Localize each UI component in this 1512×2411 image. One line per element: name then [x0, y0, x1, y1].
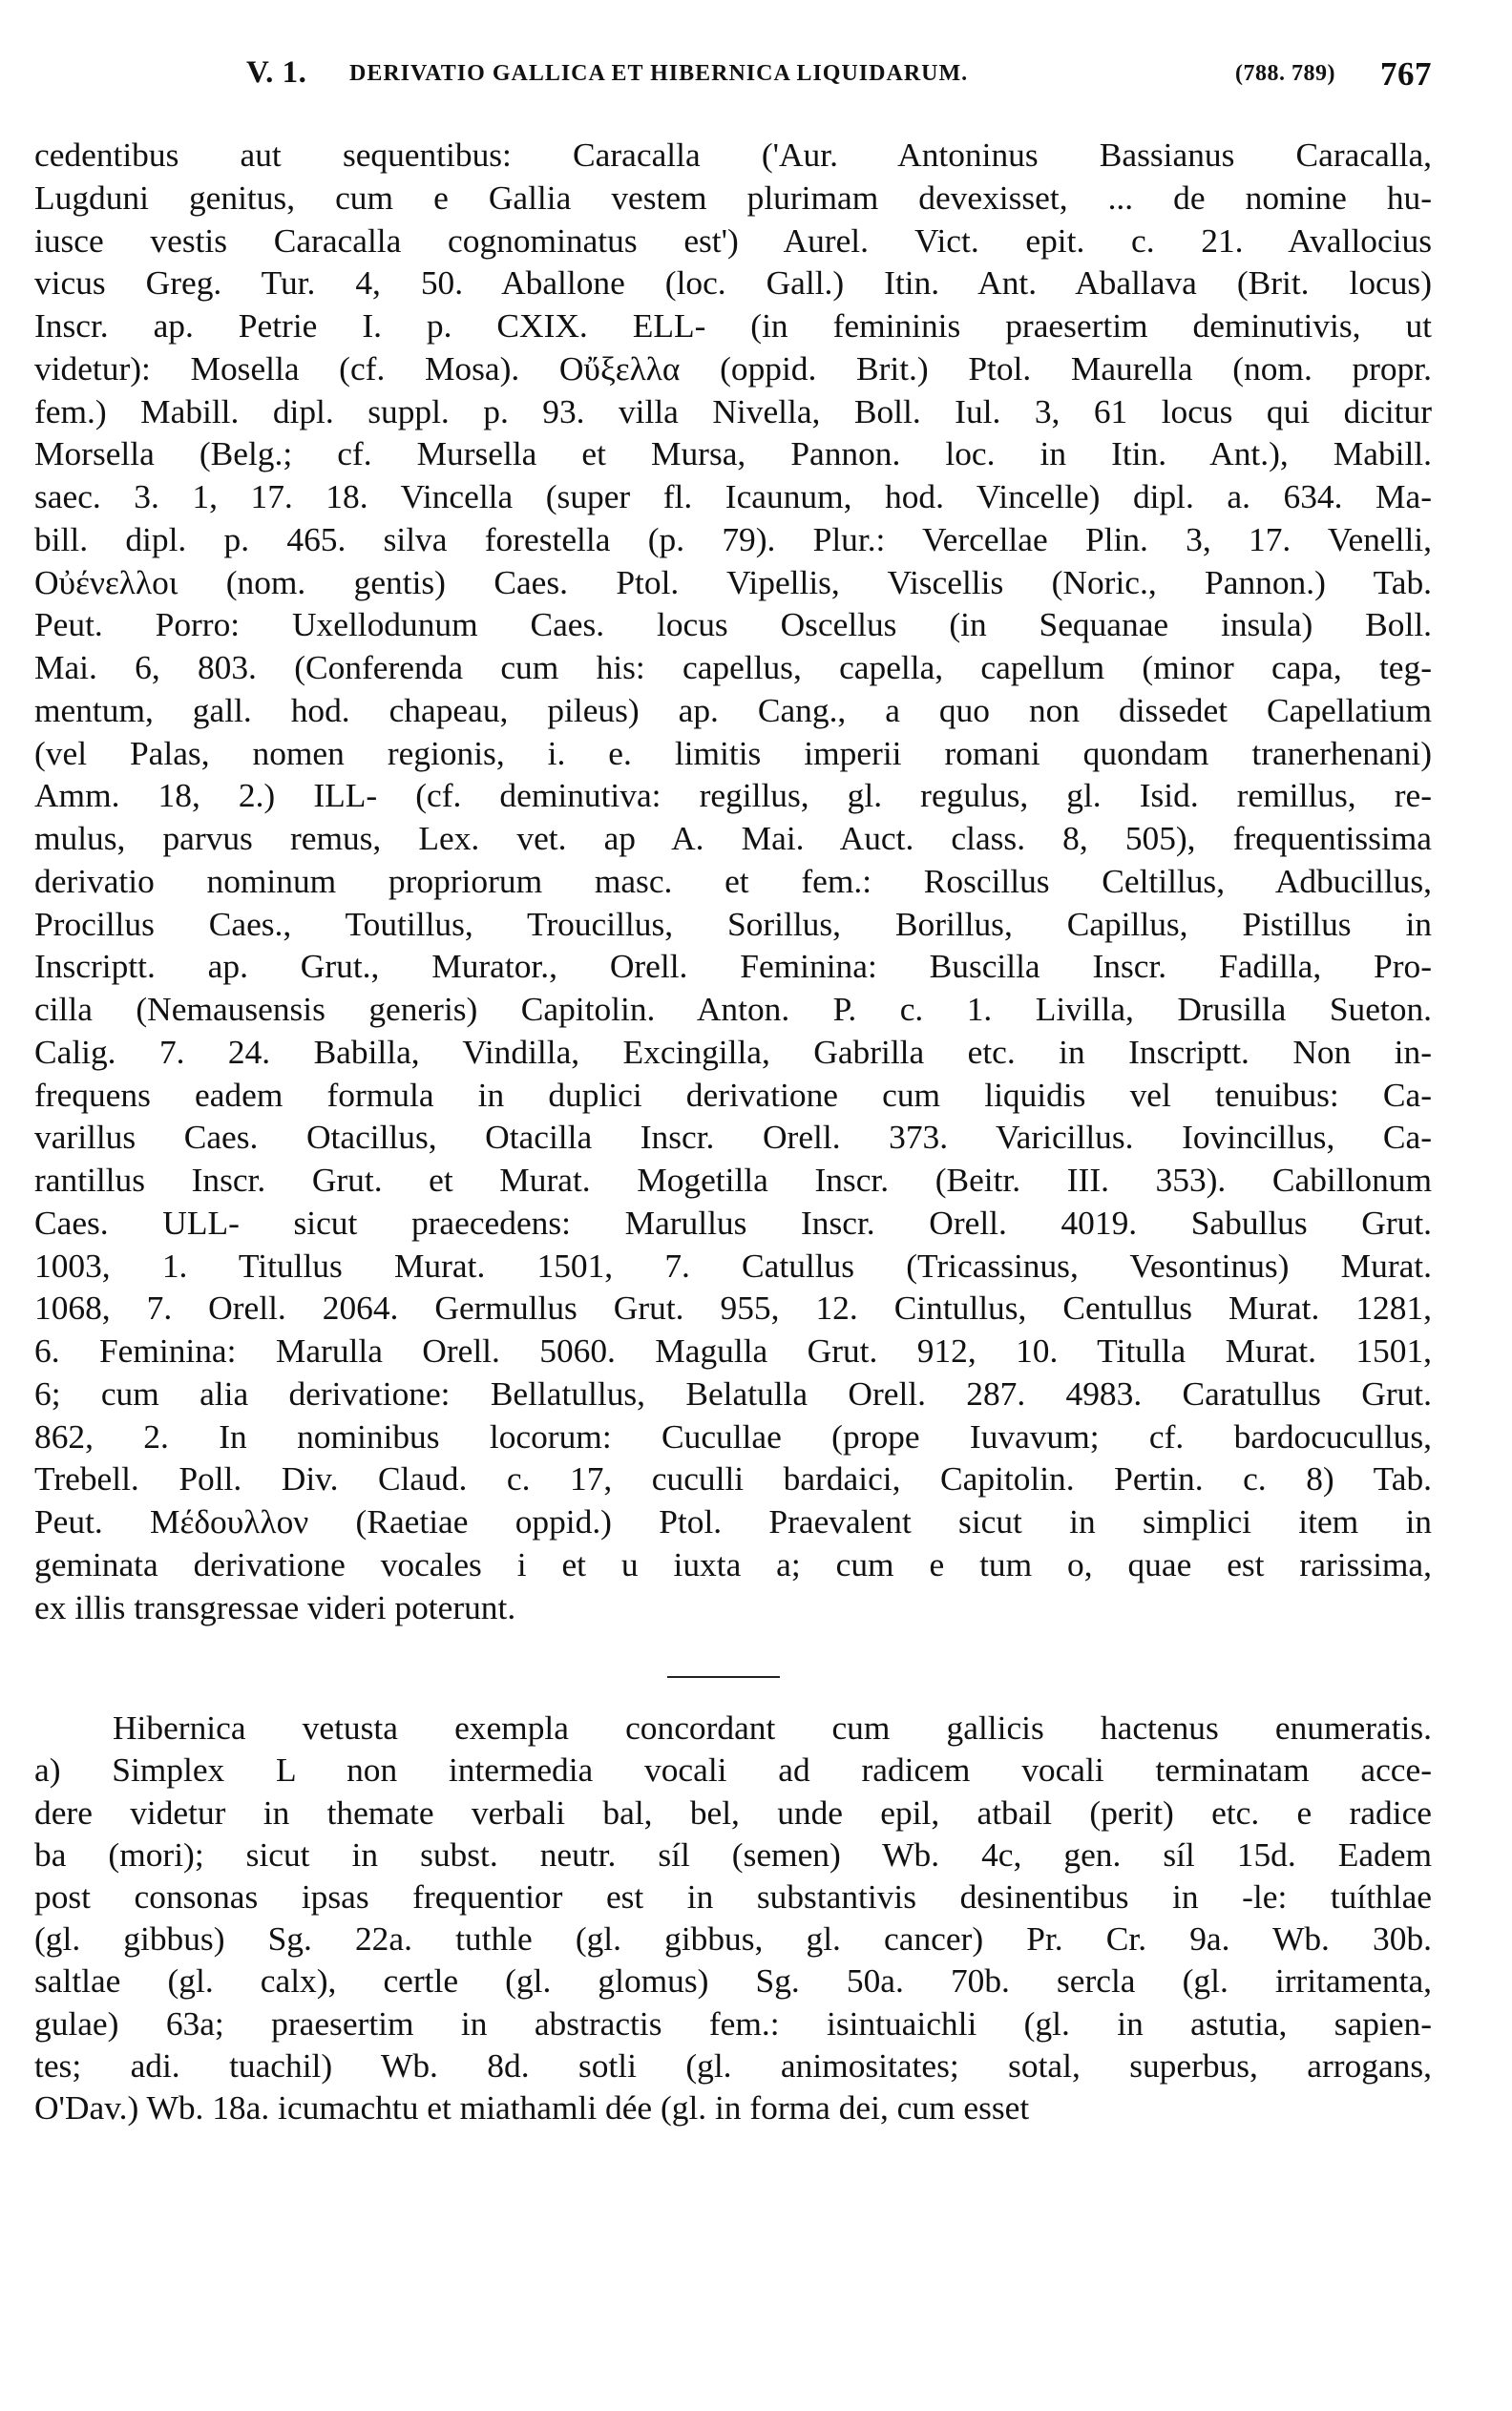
- header-section-number: V. 1.: [246, 55, 307, 90]
- text-line: bill. dipl. p. 465. silva forestella (p. 79). Plur.: Vercellae Plin. 3, 17. Venelli,: [34, 519, 1432, 558]
- text-line: cilla (Nemausensis generis) Capitolin. Anton. P. c. 1. Livilla, Drusilla Sueton.: [34, 990, 1432, 1028]
- section-divider: [667, 1676, 780, 1678]
- text-line: mulus, parvus remus, Lex. vet. ap A. Mai. Auct. class. 8, 505), frequentissima: [34, 819, 1432, 857]
- text-line: ex illis transgressae videri poterunt.: [34, 1587, 516, 1626]
- text-line: frequens eadem formula in duplici derivatione cum liquidis vel tenuibus: Ca-: [34, 1075, 1432, 1114]
- text-line: Οὐένελλοι (nom. gentis) Caes. Ptol. Vipellis, Viscellis (Noric., Pannon.) Tab.: [34, 562, 1432, 601]
- text-line: 1068, 7. Orell. 2064. Germullus Grut. 955, 12. Cintullus, Centullus Murat. 1281,: [34, 1289, 1432, 1328]
- text-line: 862, 2. In nominibus locorum: Cucullae (prope Iuvavum; cf. bardocucullus,: [34, 1416, 1432, 1456]
- paragraph-gallica: [34, 134, 1432, 1628]
- text-line: Inscriptt. ap. Grut., Murator., Orell. Feminina: Buscilla Inscr. Fadilla, Pro-: [34, 947, 1432, 986]
- text-line: fem.) Mabill. dipl. suppl. p. 93. villa Nivella, Boll. Iul. 3, 61 locus qui dicitur: [34, 391, 1432, 430]
- text-line: 1003, 1. Titullus Murat. 1501, 7. Catullus (Tricassinus, Vesontinus) Murat.: [34, 1246, 1432, 1285]
- text-line: (vel Palas, nomen regionis, i. e. limitis imperii romani quondam tranerhenani): [34, 733, 1432, 772]
- text-line: (gl. gibbus) Sg. 22a. tuthle (gl. gibbus, gl. cancer) Pr. Cr. 9a. Wb. 30b.: [34, 1919, 1432, 1959]
- text-line: Hibernica vetusta exempla concordant cum gallicis hactenus enumeratis.: [113, 1709, 1432, 1748]
- text-line: geminata derivatione vocales i et u iuxta a; cum e tum o, quae est rarissima,: [34, 1544, 1432, 1583]
- text-line: tes; adi. tuachil) Wb. 8d. sotli (gl. animositates; sotal, superbus, arrogans,: [34, 2045, 1432, 2085]
- text-line: O'Dav.) Wb. 18a. icumachtu et miathamli dée (gl. in forma dei, cum esset: [34, 2087, 1030, 2127]
- text-line: Peut. Μέδουλλον (Raetiae oppid.) Ptol. Praevalent sicut in simplici item in: [34, 1502, 1432, 1541]
- text-line: gulae) 63a; praesertim in abstractis fem.: isintuaichli (gl. in astutia, sapien-: [34, 2003, 1432, 2043]
- text-line: iusce vestis Caracalla cognominatus est') Aurel. Vict. epit. c. 21. Avallocius: [34, 220, 1432, 260]
- page-number: 767: [1380, 55, 1432, 93]
- text-line: Inscr. ap. Petrie I. p. CXIX. ELL- (in femininis praesertim deminutivis, ut: [34, 306, 1432, 345]
- text-line: Morsella (Belg.; cf. Mursella et Mursa, Pannon. loc. in Itin. Ant.), Mabill.: [34, 434, 1432, 473]
- text-line: saec. 3. 1, 17. 18. Vincella (super fl. Icaunum, hod. Vincelle) dipl. a. 634. Ma-: [34, 477, 1432, 515]
- text-line: Caes. ULL- sicut praecedens: Marullus Inscr. Orell. 4019. Sabullus Grut.: [34, 1203, 1432, 1242]
- text-line: mentum, gall. hod. chapeau, pileus) ap. Cang., a quo non dissedet Capellatium: [34, 690, 1432, 729]
- text-line: post consonas ipsas frequentior est in substantivis desinentibus in -le: tuíthlae: [34, 1877, 1432, 1916]
- text-line: vicus Greg. Tur. 4, 50. Aballone (loc. Gall.) Itin. Ant. Aballava (Brit. locus): [34, 263, 1432, 303]
- text-line: Mai. 6, 803. (Conferenda cum his: capellus, capella, capellum (minor capa, teg-: [34, 648, 1432, 686]
- text-line: Trebell. Poll. Div. Claud. c. 17, cuculli bardaici, Capitolin. Pertin. c. 8) Tab.: [34, 1459, 1432, 1499]
- text-line: saltlae (gl. calx), certle (gl. glomus) Sg. 50a. 70b. sercla (gl. irritamenta,: [34, 1961, 1432, 2001]
- text-line: 6; cum alia derivatione: Bellatullus, Belatulla Orell. 287. 4983. Caratullus Grut.: [34, 1373, 1432, 1413]
- text-line: varillus Caes. Otacillus, Otacilla Inscr. Orell. 373. Varicillus. Iovincillus, Ca-: [34, 1118, 1432, 1157]
- text-line: Amm. 18, 2.) ILL- (cf. deminutiva: regillus, gl. regulus, gl. Isid. remillus, re-: [34, 776, 1432, 815]
- text-line: dere videtur in themate verbali bal, bel, unde epil, atbail (perit) etc. e radice: [34, 1793, 1432, 1832]
- text-line: 6. Feminina: Marulla Orell. 5060. Magulla Grut. 912, 10. Titulla Murat. 1501,: [34, 1331, 1432, 1370]
- text-line: Calig. 7. 24. Babilla, Vindilla, Excingilla, Gabrilla etc. in Inscriptt. Non in-: [34, 1032, 1432, 1071]
- text-line: derivatio nominum propriorum masc. et fem.: Roscillus Celtillus, Adbucillus,: [34, 861, 1432, 900]
- text-line: ba (mori); sicut in subst. neutr. síl (semen) Wb. 4c, gen. síl 15d. Eadem: [34, 1834, 1432, 1874]
- header-paragraph-range: (788. 789): [1235, 61, 1335, 86]
- text-line: Lugduni genitus, cum e Gallia vestem plurimam devexisset, ... de nomine hu-: [34, 178, 1432, 217]
- paragraph-hibernica: [34, 1707, 1432, 2128]
- text-line: rantillus Inscr. Grut. et Murat. Mogetilla Inscr. (Beitr. III. 353). Cabillonum: [34, 1161, 1432, 1199]
- header-title: DERIVATIO GALLICA ET HIBERNICA LIQUIDARUM.: [349, 61, 969, 86]
- text-line: Peut. Porro: Uxellodunum Caes. locus Oscellus (in Sequanae insula) Boll.: [34, 605, 1432, 644]
- text-line: Procillus Caes., Toutillus, Troucillus, Sorillus, Borillus, Capillus, Pistillus in: [34, 904, 1432, 943]
- text-line: cedentibus aut sequentibus: Caracalla ('Aur. Antoninus Bassianus Caracalla,: [34, 136, 1432, 174]
- text-line: a) Simplex L non intermedia vocali ad radicem vocali terminatam acce-: [34, 1751, 1432, 1790]
- running-header: [34, 55, 1432, 115]
- text-line: videtur): Mosella (cf. Mosa). Οὔξελλα (oppid. Brit.) Ptol. Maurella (nom. propr.: [34, 348, 1432, 388]
